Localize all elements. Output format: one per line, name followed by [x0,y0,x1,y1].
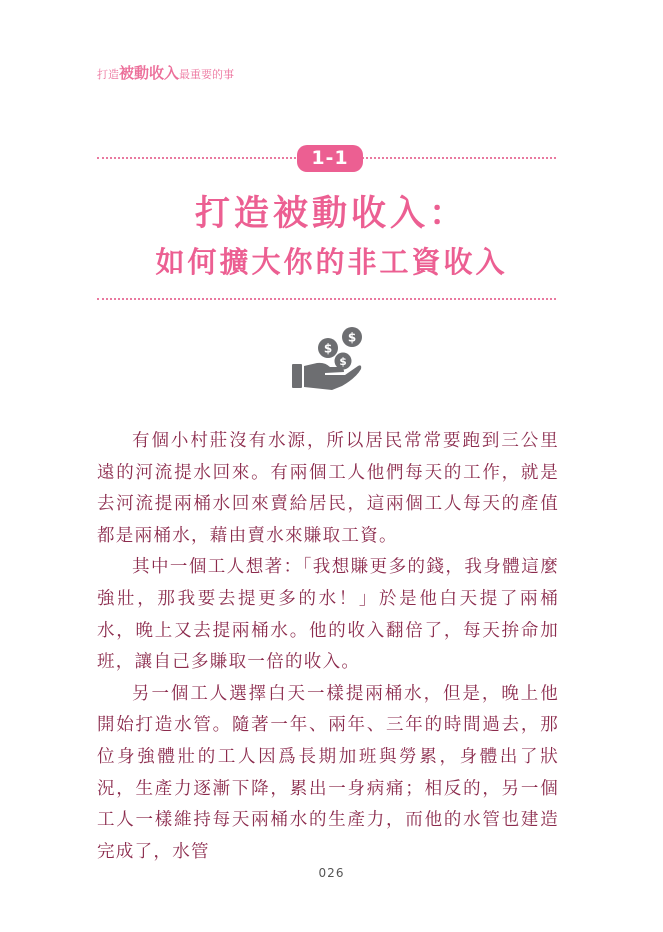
body-text [97,426,559,868]
hand-coins-icon [290,325,362,393]
bottom-dotted-divider [97,298,556,300]
section-number-badge: 1-1 [297,145,363,172]
section-title-line2: 如何擴大你的非工資收入 [155,245,508,279]
paragraph: 有個小村莊沒有水源，所以居民常常要跑到三公里遠的河流提水回來。有兩個工人他們每天的工作，就是去河流提兩桶水回來賣給居民，這兩個工人每天的產值都是兩桶水，藉由賣水來賺取工資。 [97,431,559,546]
page-number: 026 [318,866,345,880]
svg-text:$: $ [323,341,333,356]
header-prefix: 打造 [97,68,119,81]
svg-text:$: $ [347,330,357,345]
section-title-line1: 打造被動收入： [194,194,468,234]
header-emphasis: 被動收入 [119,64,180,82]
header-suffix: 最重要的事 [179,68,235,81]
paragraph: 其中一個工人想著：「我想賺更多的錢，我身體這麼強壯，那我要去提更多的水！」於是他白天提了兩桶水，晚上又去提兩桶水。他的收入翻倍了，每天拚命加班，讓自己多賺取一倍的收入。 [97,557,559,673]
running-header [97,62,234,83]
svg-text:$: $ [339,356,347,368]
paragraph: 另一個工人選擇白天一樣提兩桶水，但是，晚上他開始打造水管。隨著一年、兩年、三年的時間過去，那位身強體壯的工人因爲長期加班與勞累，身體出了狀況，生產力逐漸下降，累出一身病痛；相反的，另一個工人一樣維持每天兩桶水的生產力，而他的水管也建造完成了，水管 [97,683,559,862]
